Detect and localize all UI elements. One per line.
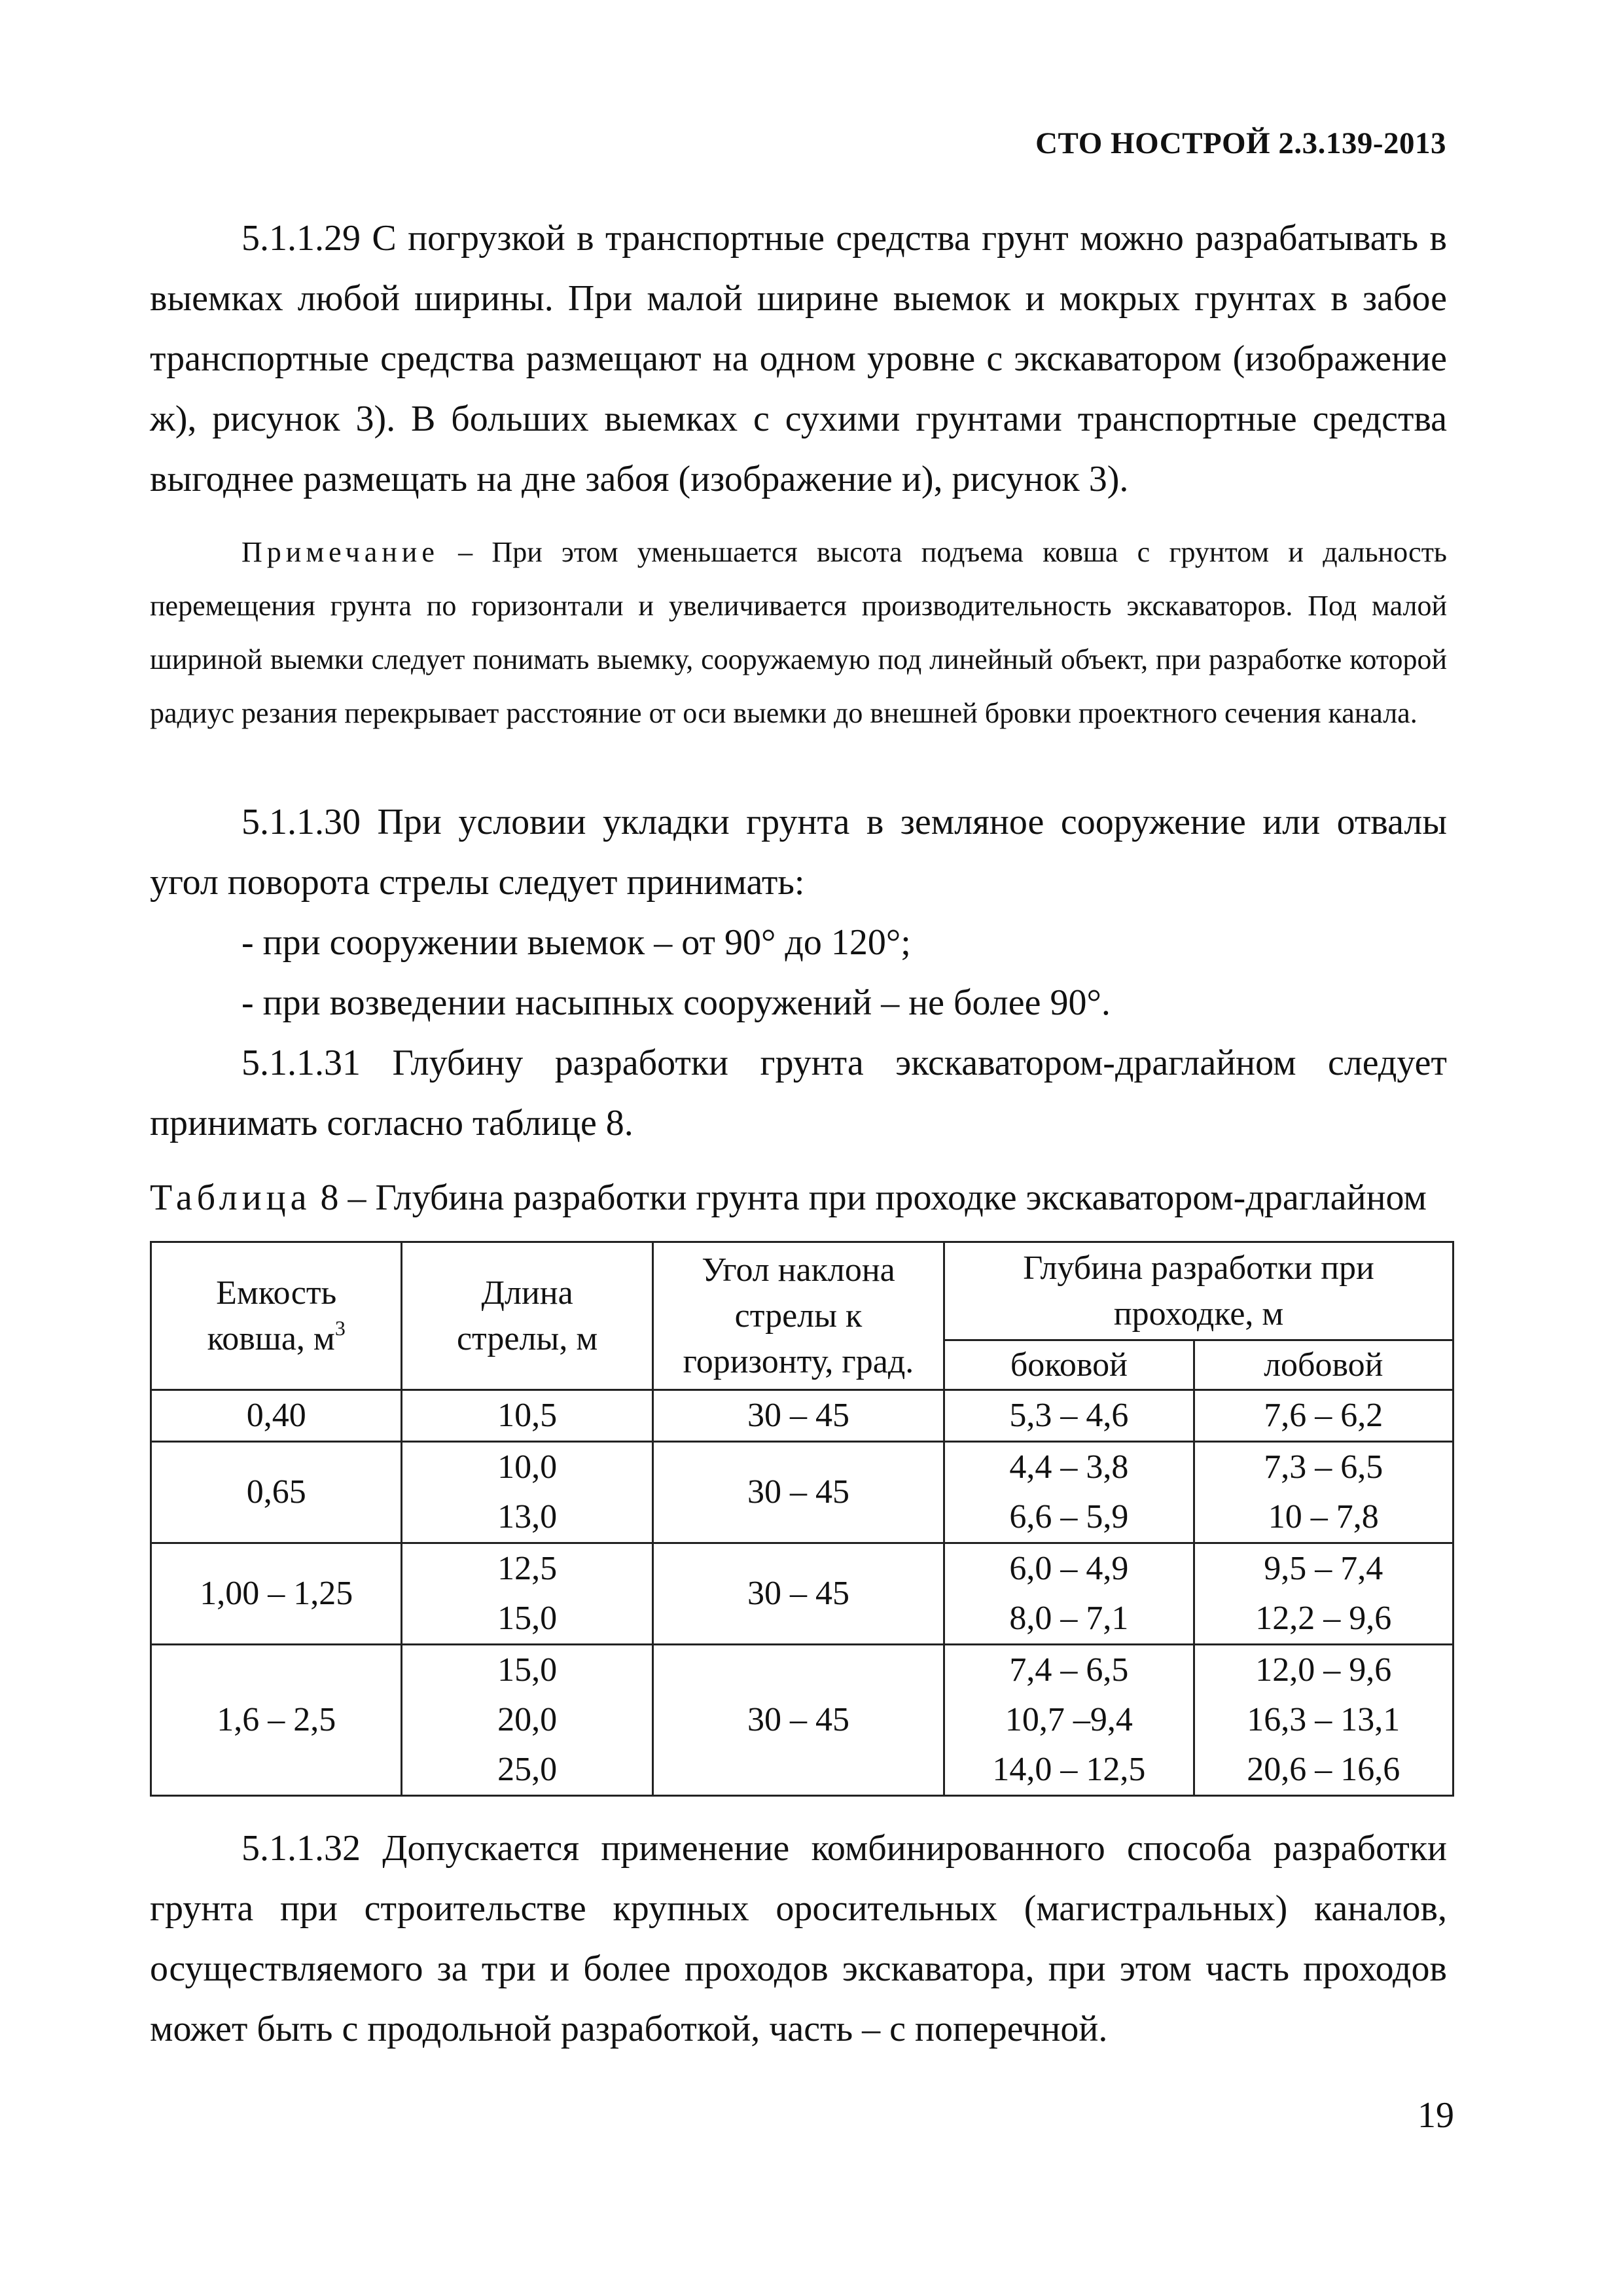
note-text: – При этом уменьшается высота подъема ковша с грунтом и дальность перемещения грунта по горизонтали и увеличивается производительность экскаваторов. Под малой шириной выемки следует понимать выемку, сооружаемую под линейный объект, при разработке которой радиус резания перекрывает расстояние от оси выемки до внешней бровки проектного сечения канала. bbox=[150, 536, 1447, 729]
note-lead: Примечание bbox=[241, 536, 439, 568]
cell-angle: 30 – 45 bbox=[652, 1442, 944, 1543]
table-row bbox=[151, 1543, 1454, 1645]
cell-side: 5,3 – 4,6 bbox=[944, 1390, 1194, 1442]
page-number: 19 bbox=[1418, 2095, 1454, 2136]
cell-bucket: 1,6 – 2,5 bbox=[151, 1645, 402, 1796]
cell-angle: 30 – 45 bbox=[652, 1645, 944, 1796]
cell-boom: 12,5 15,0 bbox=[402, 1543, 652, 1645]
header-excavation-depth: Глубина разработки при проходке, м bbox=[944, 1242, 1454, 1340]
table-caption bbox=[150, 1175, 1427, 1221]
cell-side: 4,4 – 3,8 6,6 – 5,9 bbox=[944, 1442, 1194, 1543]
cell-bucket: 0,40 bbox=[151, 1390, 402, 1442]
rotation-angle-list bbox=[241, 912, 1111, 1033]
paragraph-5-1-1-30: 5.1.1.30 При условии укладки грунта в земляное сооружение или отвалы угол поворота стрелы следует принимать: bbox=[150, 802, 1447, 903]
paragraph-5-1-1-29: 5.1.1.29 С погрузкой в транспортные средства грунт можно разрабатывать в выемках любой ширины. При малой ширине выемок и мокрых грунтах в забое транспортные средства размещают на одном уровне с экскаватором (изображение ж), рисунок 3). В больших выемках с сухими грунтами транспортные средства выгоднее размещать на дне забоя (изображение и), рисунок 3). bbox=[150, 218, 1447, 499]
cell-angle: 30 – 45 bbox=[652, 1390, 944, 1442]
table-caption-text: 8 – Глубина разработки грунта при проходке экскаватором-драглайном bbox=[311, 1177, 1427, 1218]
note bbox=[150, 526, 1447, 740]
header-bucket-capacity: Емкость ковша, $м^3$ bbox=[151, 1242, 402, 1390]
header-side: боковой bbox=[944, 1340, 1194, 1390]
cell-bucket: 0,65 bbox=[151, 1442, 402, 1543]
list-item: - при возведении насыпных сооружений – не более 90°. bbox=[241, 982, 1111, 1023]
cell-front: 12,0 – 9,6 16,3 – 13,1 20,6 – 16,6 bbox=[1194, 1645, 1453, 1796]
table-row bbox=[151, 1390, 1454, 1442]
header-boom-length: Длина стрелы, м bbox=[402, 1242, 652, 1390]
excavation-depth-table bbox=[150, 1241, 1454, 1797]
list-item: - при сооружении выемок – от 90° до 120°; bbox=[241, 922, 911, 963]
cell-front: 7,6 – 6,2 bbox=[1194, 1390, 1453, 1442]
cell-boom: 15,0 20,0 25,0 bbox=[402, 1645, 652, 1796]
cell-boom: 10,5 bbox=[402, 1390, 652, 1442]
table-caption-lead: Таблица bbox=[150, 1177, 312, 1218]
paragraph-5-1-1-31: 5.1.1.31 Глубину разработки грунта экскаватором-драглайном следует принимать согласно таблице 8. bbox=[150, 1043, 1447, 1143]
cell-front: 9,5 – 7,4 12,2 – 9,6 bbox=[1194, 1543, 1453, 1645]
table-row bbox=[151, 1442, 1454, 1543]
table-row bbox=[151, 1645, 1454, 1796]
header-boom-angle: Угол наклона стрелы к горизонту, град. bbox=[652, 1242, 944, 1390]
cell-boom: 10,0 13,0 bbox=[402, 1442, 652, 1543]
cell-bucket: 1,00 – 1,25 bbox=[151, 1543, 402, 1645]
cell-side: 6,0 – 4,9 8,0 – 7,1 bbox=[944, 1543, 1194, 1645]
paragraph-5-1-1-32: 5.1.1.32 Допускается применение комбинированного способа разработки грунта при строительстве крупных оросительных (магистральных) каналов, осуществляемого за три и более проходов экскаватора, при этом часть проходов может быть с продольной разработкой, часть – с поперечной. bbox=[150, 1828, 1447, 2049]
header-front: лобовой bbox=[1194, 1340, 1453, 1390]
cell-front: 7,3 – 6,5 10 – 7,8 bbox=[1194, 1442, 1453, 1543]
document-header: СТО НОСТРОЙ 2.3.139-2013 bbox=[1035, 126, 1446, 160]
cell-angle: 30 – 45 bbox=[652, 1543, 944, 1645]
cell-side: 7,4 – 6,5 10,7 –9,4 14,0 – 12,5 bbox=[944, 1645, 1194, 1796]
